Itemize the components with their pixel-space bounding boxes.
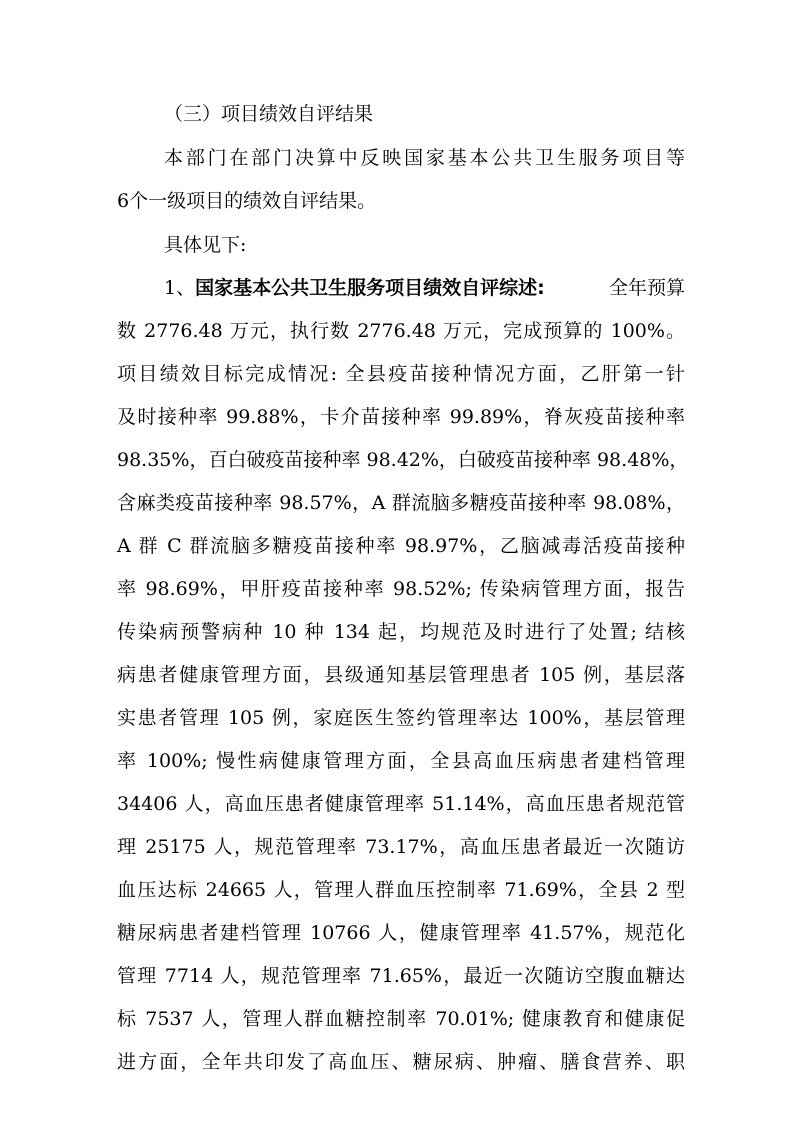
body-line: A 群 C 群流脑多糖疫苗接种率 98.97%，乙脑减毒活疫苗接种 xyxy=(117,535,685,557)
intro-line-1: 本部门在部门决算中反映国家基本公共卫生服务项目等 xyxy=(164,147,685,169)
section-heading: （三）项目绩效自评结果 xyxy=(164,103,374,125)
item1-bold-title: 国家基本公共卫生服务项目绩效自评综述: xyxy=(195,277,545,299)
body-line: 98.35%，百白破疫苗接种率 98.42%，白破疫苗接种率 98.48%， xyxy=(117,449,689,471)
body-line: 理 25175 人，规范管理率 73.17%，高血压患者最近一次随访 xyxy=(117,836,685,858)
item1-first-line-rest: 全年预算 xyxy=(608,277,685,299)
body-line: 率 98.69%，甲肝疫苗接种率 98.52%; 传染病管理方面，报告 xyxy=(117,578,685,600)
body-line: 病患者健康管理方面，县级通知基层管理患者 105 例，基层落 xyxy=(117,664,685,686)
body-line: 数 2776.48 万元，执行数 2776.48 万元，完成预算的 100%。 xyxy=(117,320,685,342)
body-line: 实患者管理 105 例，家庭医生签约管理率达 100%，基层管理 xyxy=(117,707,685,729)
body-line: 管理 7714 人，规范管理率 71.65%，最近一次随访空腹血糖达 xyxy=(117,965,685,987)
body-line: 进方面，全年共印发了高血压、糖尿病、肿瘤、膳食营养、职 xyxy=(117,1051,685,1073)
body-line: 率 100%; 慢性病健康管理方面，全县高血压病患者建档管理 xyxy=(117,750,685,772)
intro-line-2: 6个一级项目的绩效自评结果。 xyxy=(117,190,377,212)
body-line: 糖尿病患者建档管理 10766 人，健康管理率 41.57%，规范化 xyxy=(117,922,685,944)
body-line: 传染病预警病种 10 种 134 起，均规范及时进行了处置; 结核 xyxy=(117,621,685,643)
body-line: 及时接种率 99.88%，卡介苗接种率 99.89%，脊灰疫苗接种率 xyxy=(117,406,685,428)
item1-heading-line xyxy=(164,275,685,301)
body-line: 血压达标 24665 人，管理人群血压控制率 71.69%，全县 2 型 xyxy=(117,879,685,901)
body-line: 含麻类疫苗接种率 98.57%，A 群流脑多糖疫苗接种率 98.08%， xyxy=(117,492,685,514)
body-line: 34406 人，高血压患者健康管理率 51.14%，高血压患者规范管 xyxy=(117,793,685,815)
detail-label: 具体见下: xyxy=(164,234,247,256)
body-line: 标 7537 人，管理人群血糖控制率 70.01%; 健康教育和健康促 xyxy=(117,1008,685,1030)
body-line: 项目绩效目标完成情况: 全县疫苗接种情况方面，乙肝第一针 xyxy=(117,363,685,385)
item1-number: 1、 xyxy=(164,277,196,299)
